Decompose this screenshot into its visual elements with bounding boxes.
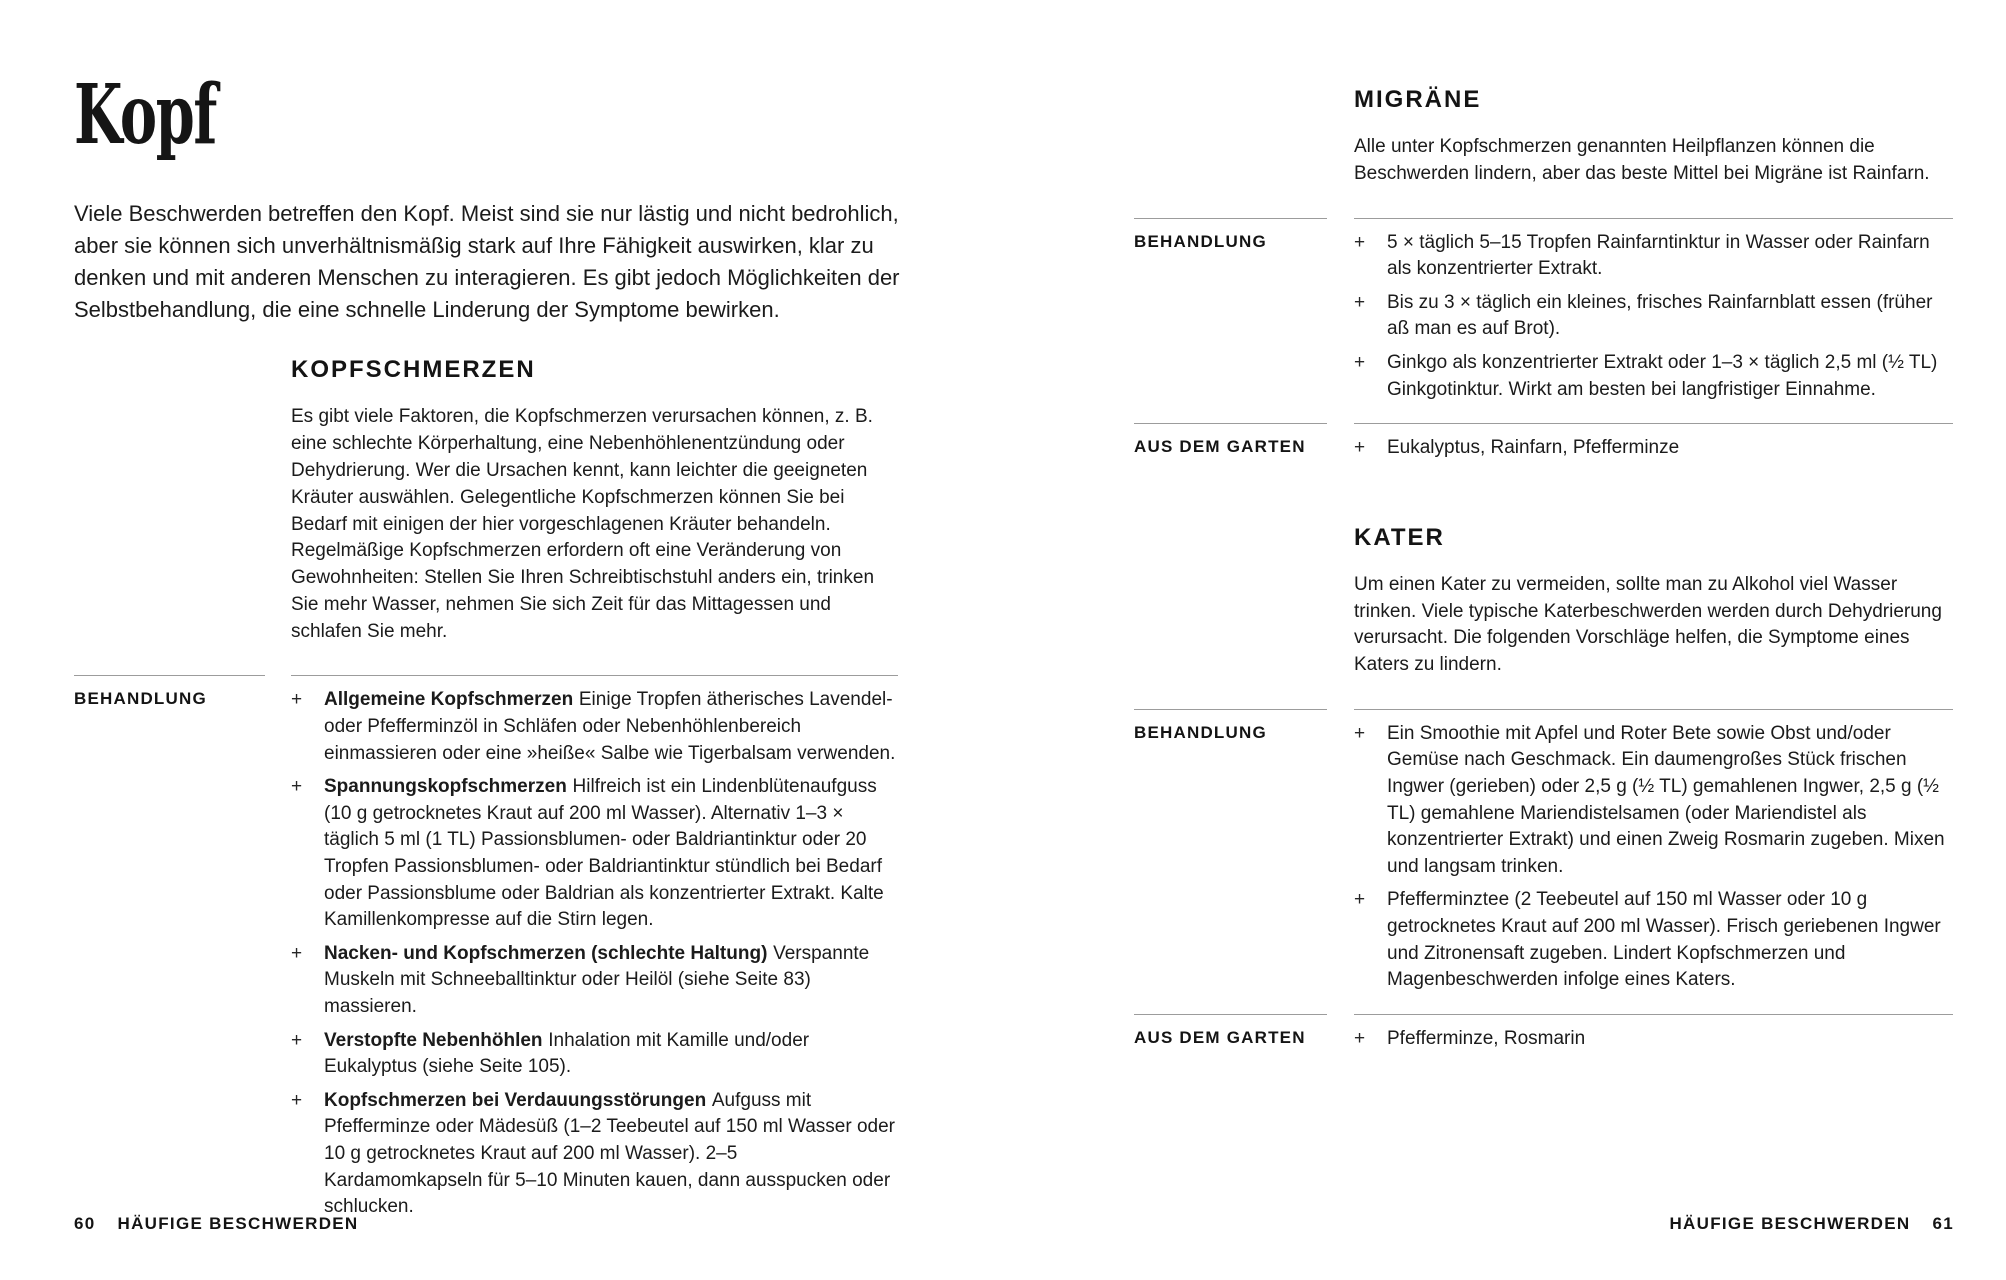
behandlung-content — [1354, 709, 1953, 1014]
garden-item — [1354, 435, 1953, 462]
treatment-item-text — [324, 941, 898, 1021]
plus-marker-icon: + — [291, 689, 303, 711]
behandlung-label: BEHANDLUNG — [1134, 231, 1267, 251]
plus-marker-icon: + — [1354, 291, 1366, 313]
footer-label: HÄUFIGE BESCHWERDEN — [117, 1214, 359, 1233]
section-head-block — [1354, 86, 1953, 218]
treatment-item — [291, 774, 898, 934]
item-body: Hilfreich ist ein Lindenblütenaufguss (10 g getrocknetes Kraut auf 200 ml Wasser). Alternativ 1–3 × täglich 5 ml (1 TL) Passionsblumen- oder Baldriantinktur oder 20 Tropfen Passionsblumen- oder Baldriantinktur stündlich bei Bedarf oder Passionsblume oder Baldrian als konzentrierter Extrakt. Kalte Kamillenkompresse auf die Stirn legen. — [324, 776, 884, 931]
garden-item-text — [1387, 1026, 1953, 1053]
treatment-item-text — [324, 687, 898, 767]
treatment-item-text — [1387, 721, 1953, 881]
treatment-item — [1354, 230, 1953, 283]
treatment-item — [291, 1088, 898, 1221]
treatment-item-text — [1387, 350, 1953, 403]
treatment-item-text — [1387, 230, 1953, 283]
item-body: Pfefferminze, Rosmarin — [1387, 1027, 1586, 1049]
plus-marker-icon: + — [1354, 889, 1366, 911]
plus-marker-icon: + — [1354, 231, 1366, 253]
treatment-item — [1354, 887, 1953, 993]
plus-marker-icon: + — [291, 1029, 303, 1051]
item-body: Aufguss mit Pfefferminze oder Mädesüß (1–2 Teebeutel auf 150 ml Wasser oder 10 g getrocknetes Kraut auf 200 ml Wasser). 2–5 Kardamomkapseln für 5–10 Minuten kauen, dann ausspucken oder schlucken. — [324, 1089, 896, 1218]
treatment-item — [1354, 721, 1953, 881]
behandlung-list — [1354, 230, 1953, 404]
item-lead: Nacken- und Kopfschmerzen (schlechte Haltung) — [324, 942, 768, 964]
treatment-item — [1354, 350, 1953, 403]
section-intro-kopfschmerzen: Es gibt viele Faktoren, die Kopfschmerzen verursachen können, z. B. eine schlechte Körperhaltung, eine Nebenhöhlenentzündung oder Dehydrierung. Wer die Ursachen kennt, kann leichter die geeigneten Kräuter auswählen. Gelegentliche Kopfschmerzen können Sie bei Bedarf mit einigen der hier vorgeschlagenen Kräuter behandeln. Regelmäßige Kopfschmerzen erfordern oft eine Veränderung von Gewohnheiten: Stellen Sie Ihren Schreibtischstuhl anders ein, trinken Sie mehr Wasser, nehmen Sie sich Zeit für das Mittagessen und schlafen Sie mehr. — [291, 406, 875, 642]
item-lead: Allgemeine Kopfschmerzen — [324, 689, 574, 711]
section-head-block — [1354, 524, 1953, 709]
row-label-cell — [1134, 709, 1327, 743]
garten-content — [1354, 1014, 1953, 1073]
treatment-item — [291, 941, 898, 1021]
treatment-item-text — [324, 774, 898, 934]
garden-item-text — [1387, 435, 1953, 462]
chapter-title: Kopf — [74, 67, 216, 163]
treatment-item-text — [1387, 290, 1953, 343]
row-label-cell — [1134, 218, 1327, 252]
aus-dem-garten-label: AUS DEM GARTEN — [1134, 437, 1306, 457]
section-intro-migraene: Alle unter Kopfschmerzen genannten Heilpflanzen können die Beschwerden lindern, aber das beste Mittel bei Migräne ist Rainfarn. — [1354, 136, 1930, 184]
behandlung-list — [291, 687, 898, 1220]
row-label-cell — [1134, 1014, 1327, 1048]
footer-right — [1669, 1214, 1954, 1234]
item-lead: Verstopfte Nebenhöhlen — [324, 1029, 543, 1051]
page-number: 60 — [74, 1214, 96, 1233]
footer-label: HÄUFIGE BESCHWERDEN — [1669, 1214, 1911, 1233]
behandlung-list — [1354, 721, 1953, 994]
treatment-item — [291, 1028, 898, 1081]
plus-marker-icon: + — [291, 942, 303, 964]
aus-dem-garten-label: AUS DEM GARTEN — [1134, 1027, 1306, 1047]
row-label-cell — [1134, 423, 1327, 457]
item-body: Einige Tropfen ätherisches Lavendel- oder Pfefferminzöl in Schläfen oder Nebenhöhlenbereich einmassieren oder eine »heiße« Salbe wie Tigerbalsam verwenden. — [324, 689, 896, 764]
section-heading-kopfschmerzen: KOPFSCHMERZEN — [291, 356, 536, 384]
chapter-intro-paragraph: Viele Beschwerden betreffen den Kopf. Meist sind sie nur lästig und nicht bedrohlich, aber sie können sich unverhältnismäßig stark auf Ihre Fähigkeit auswirken, klar zu denken und mit anderen Menschen zu interagieren. Es gibt jedoch Möglichkeiten der Selbstbehandlung, die eine schnelle Linderung der Symptome bewirken. — [74, 201, 900, 323]
behandlung-content — [1354, 218, 1953, 424]
item-lead: Spannungskopfschmerzen — [324, 776, 567, 798]
plus-marker-icon: + — [1354, 351, 1366, 373]
footer-left — [74, 1214, 359, 1234]
plus-marker-icon: + — [1354, 1027, 1366, 1049]
plus-marker-icon: + — [1354, 722, 1366, 744]
item-body: 5 × täglich 5–15 Tropfen Rainfarntinktur in Wasser oder Rainfarn als konzentrierter Extrakt. — [1387, 231, 1930, 280]
treatment-item — [291, 687, 898, 767]
item-body: Bis zu 3 × täglich ein kleines, frisches Rainfarnblatt essen (früher aß man es auf Brot). — [1387, 291, 1933, 340]
treatment-item — [1354, 290, 1953, 343]
page-right — [1003, 0, 2006, 1280]
garten-list — [1354, 1026, 1953, 1053]
section-heading-migraene: MIGRÄNE — [1354, 86, 1482, 113]
section-kater — [1134, 524, 2006, 1073]
item-body: Ein Smoothie mit Apfel und Roter Bete sowie Obst und/oder Gemüse nach Geschmack. Ein daumengroßes Stück frischen Ingwer (gerieben) oder 2,5 g (½ TL) gemahlenen Ingwer, 2,5 g (½ TL) gemahlene Mariendistelsamen (oder Mariendistel als konzentrierter Extrakt) und einen Zweig Rosmarin zugeben. Mixen und langsam trinken. — [1387, 722, 1945, 877]
treatment-item-text — [324, 1028, 898, 1081]
plus-marker-icon: + — [291, 776, 303, 798]
treatment-item-text — [1387, 887, 1953, 993]
section-kopfschmerzen — [74, 356, 1003, 1240]
item-body: Eukalyptus, Rainfarn, Pfefferminze — [1387, 437, 1680, 459]
behandlung-label: BEHANDLUNG — [74, 689, 207, 709]
section-head-block — [291, 356, 898, 675]
behandlung-label: BEHANDLUNG — [1134, 722, 1267, 742]
garden-item — [1354, 1026, 1953, 1053]
garten-content — [1354, 423, 1953, 482]
item-body: Ginkgo als konzentrierter Extrakt oder 1–3 × täglich 2,5 ml (½ TL) Ginkgotinktur. Wirkt am besten bei langfristiger Einnahme. — [1387, 351, 1938, 400]
item-body: Inhalation mit Kamille und/oder Eukalyptus (siehe Seite 105). — [324, 1029, 810, 1078]
row-label-cell — [74, 675, 265, 709]
page-number: 61 — [1932, 1214, 1954, 1233]
item-body: Verspannte Muskeln mit Schneeballtinktur oder Heilöl (siehe Seite 83) massieren. — [324, 942, 870, 1017]
section-intro-kater: Um einen Kater zu vermeiden, sollte man zu Alkohol viel Wasser trinken. Viele typische Katerbeschwerden werden durch Dehydrierung verursacht. Die folgenden Vorschläge helfen, die Symptome eines Katers zu lindern. — [1354, 573, 1942, 676]
section-heading-kater: KATER — [1354, 523, 1445, 551]
item-body: Pfefferminztee (2 Teebeutel auf 150 ml Wasser oder 10 g getrocknetes Kraut auf 200 ml Wasser). Frisch geriebenen Ingwer und Zitronensaft zugeben. Lindert Kopfschmerzen und Magenbeschwerden infolge eines Katers. — [1387, 889, 1941, 991]
treatment-item-text — [324, 1088, 898, 1221]
garten-list — [1354, 435, 1953, 462]
plus-marker-icon: + — [1354, 437, 1366, 459]
section-migraene — [1134, 86, 2006, 482]
plus-marker-icon: + — [291, 1089, 303, 1111]
behandlung-content — [291, 675, 898, 1240]
item-lead: Kopfschmerzen bei Verdauungsstörungen — [324, 1089, 707, 1111]
